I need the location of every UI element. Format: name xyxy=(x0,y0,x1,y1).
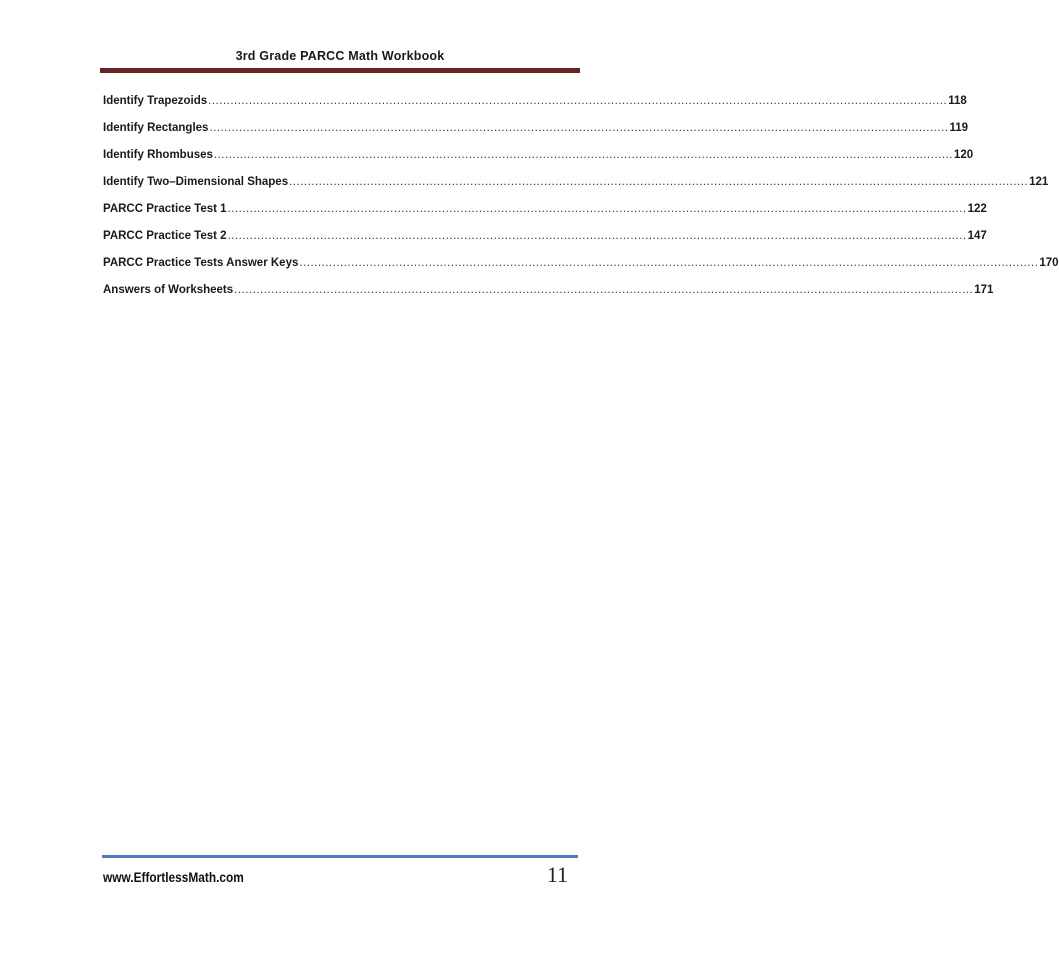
toc-entry[interactable] xyxy=(103,149,974,176)
toc-entry[interactable] xyxy=(103,257,1059,284)
toc-entry-label: Identify Rectangles xyxy=(103,122,209,134)
toc-entry[interactable] xyxy=(103,122,969,149)
footer-divider xyxy=(102,855,578,858)
toc-leader-dots: ........................................................................................................................................................................................................ xyxy=(208,95,948,107)
toc-entry-label: PARCC Practice Test 2 xyxy=(103,230,227,242)
toc-entry-page: 119 xyxy=(949,122,969,134)
toc-entry[interactable] xyxy=(103,95,967,122)
toc-leader-dots: ........................................................................................................................................................................................................ xyxy=(213,149,953,161)
toc-entry-label: Identify Trapezoids xyxy=(103,95,208,107)
toc-entry-page: 118 xyxy=(948,95,967,107)
toc-entry-label: Identify Two–Dimensional Shapes xyxy=(103,176,289,188)
toc-entry[interactable] xyxy=(103,203,987,230)
table-of-contents xyxy=(103,95,1059,311)
toc-entry-page: 121 xyxy=(1029,176,1049,188)
toc-leader-dots: ........................................................................................................................................................................................................ xyxy=(289,176,1029,188)
toc-leader-dots: ........................................................................................................................................................................................................ xyxy=(227,230,967,242)
page-number: 11 xyxy=(546,862,568,887)
footer-website-link[interactable]: www.EffortlessMath.com xyxy=(103,870,244,885)
toc-leader-dots: ........................................................................................................................................................................................................ xyxy=(234,284,974,296)
toc-entry[interactable] xyxy=(103,284,994,311)
toc-entry[interactable] xyxy=(103,176,1049,203)
toc-entry-label: PARCC Practice Tests Answer Keys xyxy=(103,257,299,269)
toc-entry-page: 122 xyxy=(967,203,987,215)
toc-leader-dots: ........................................................................................................................................................................................................ xyxy=(227,203,967,215)
toc-entry-page: 120 xyxy=(953,149,974,161)
toc-entry[interactable] xyxy=(103,230,987,257)
header-divider xyxy=(100,68,580,73)
toc-leader-dots: ........................................................................................................................................................................................................ xyxy=(209,122,949,134)
toc-entry-page: 171 xyxy=(974,284,994,296)
running-header-title: 3rd Grade PARCC Math Workbook xyxy=(235,49,445,63)
toc-entry-label: PARCC Practice Test 1 xyxy=(103,203,227,215)
toc-entry-label: Identify Rhombuses xyxy=(103,149,213,161)
toc-leader-dots: ........................................................................................................................................................................................................ xyxy=(299,257,1039,269)
toc-entry-label: Answers of Worksheets xyxy=(103,284,234,296)
toc-entry-page: 147 xyxy=(967,230,987,242)
toc-entry-page: 170 xyxy=(1039,257,1059,269)
